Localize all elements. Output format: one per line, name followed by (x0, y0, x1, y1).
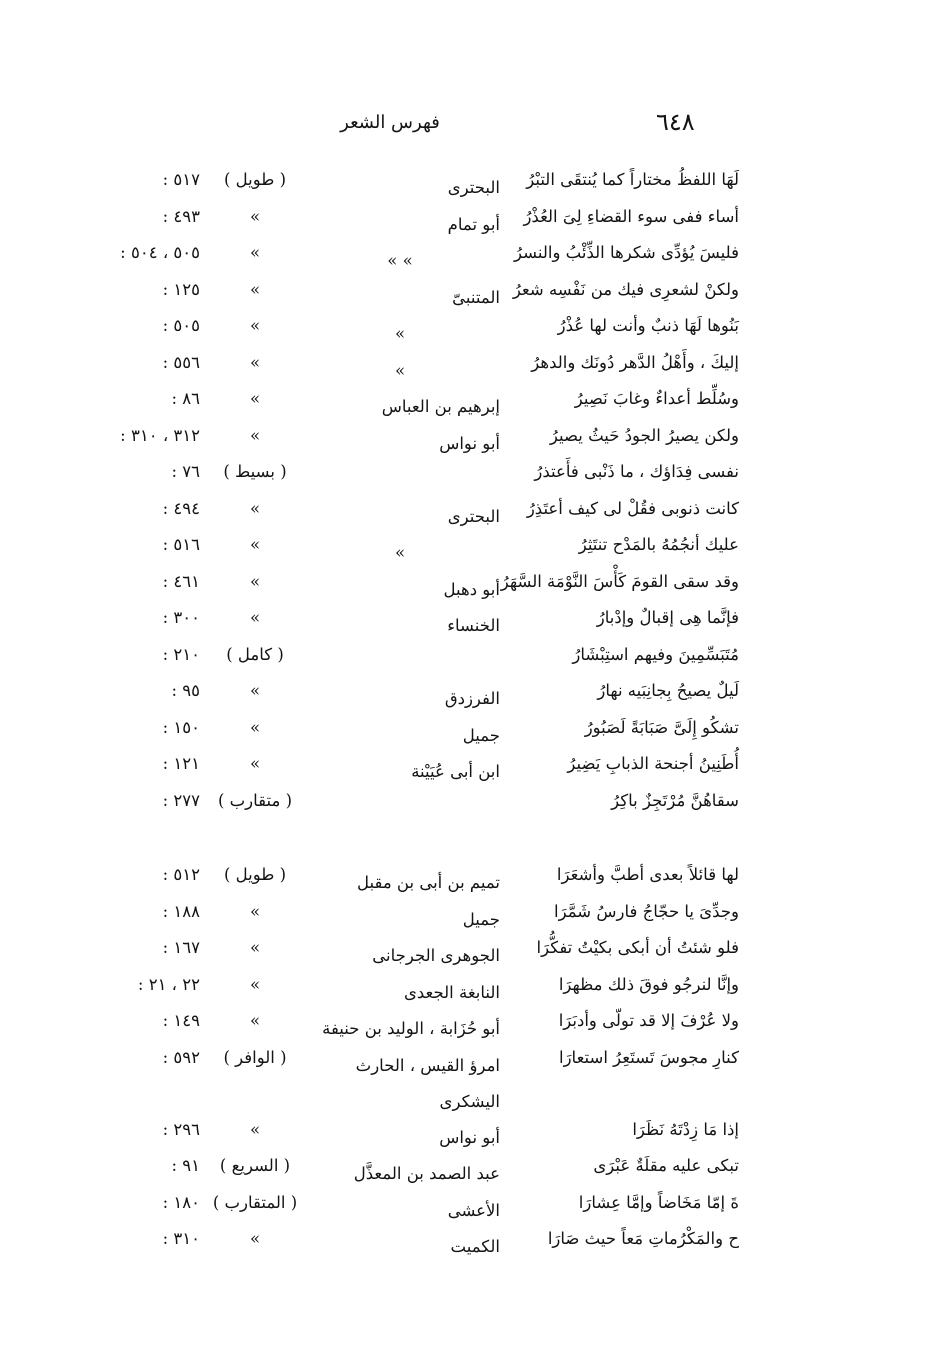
verse-text: ولكنْ لشعرِى فيك من نَفْسِه شعرُ (512, 279, 739, 299)
poet-name: الجوهرى الجرجانى (372, 946, 500, 965)
page-references: ٧٦ : (171, 462, 200, 481)
index-row (0, 971, 929, 1008)
verse-text: ةَ إمّا مَخَاضاً وإمَّا عِشارَا (578, 1192, 739, 1212)
index-row (0, 458, 929, 495)
page-references: ١٨٠ : (162, 1192, 200, 1212)
index-row (0, 1007, 929, 1044)
index-row (0, 312, 929, 349)
meter-name: » (249, 243, 261, 262)
meter-name: » (249, 1229, 261, 1248)
poet-name: أبو حُزَابة ، الوليد بن حنيفة (322, 1019, 500, 1038)
meter-name: ( طويل ) (223, 865, 287, 884)
page-title: فهرس الشعر (340, 112, 440, 133)
meter-name: » (249, 279, 261, 299)
meter-name: ( السريع ) (219, 1156, 291, 1175)
index-row (0, 677, 929, 714)
index-row (0, 1152, 929, 1189)
index-row (0, 239, 929, 276)
verse-text: وجدِّىَ يا حجّاجُ فارسُ شَمَّرَا (554, 901, 739, 921)
index-row (0, 604, 929, 641)
verse-text: وسُلِّط أعداءٌ وغابَ نَصِيرُ (574, 389, 739, 408)
verse-text: ولكن يصيرُ الجودُ حَيثُ يصيرُ (549, 425, 739, 445)
poet-name: » (394, 543, 406, 562)
poetry-index-table (0, 166, 929, 1262)
poet-name: الأعشى (447, 1200, 500, 1220)
meter-name: » (249, 316, 261, 335)
poet-name: ابن أبى عُيَيْنة (411, 762, 500, 781)
verse-text: نفسى فِدَاؤك ، ما ذَنْبى فأَعتذرُ (534, 462, 739, 481)
verse-text: فإنَّما هِى إقبالٌ وإدْبارُ (596, 608, 739, 627)
verse-text: إليكَ ، وأَهْلُ الدَّهر دُونَك والدهرُ (531, 352, 739, 372)
meter-name: » (249, 498, 261, 518)
poet-name: المتنبىّ (452, 287, 500, 307)
verse-text: أُطَنِينُ أجنحة الذبابِ يَضِيرُ (567, 754, 739, 773)
meter-name: » (249, 535, 261, 554)
index-row (0, 1044, 929, 1116)
index-row (0, 1116, 929, 1153)
poet-name: جميل (462, 725, 500, 745)
index-row (0, 495, 929, 532)
page-references: ٥١٧ : (162, 170, 200, 189)
meter-name: » (249, 681, 261, 700)
poet-name: البحترى (447, 178, 500, 197)
page-references: ٥٥٦ : (162, 352, 200, 372)
meter-name: » (249, 717, 261, 737)
verse-text: تبكى عليه مقلَةٌ عَبْرَى (593, 1156, 739, 1175)
page-references: ٥٩٢ : (162, 1047, 200, 1067)
poet-name: جميل (462, 909, 500, 929)
index-row (0, 934, 929, 971)
page-references: ٨٦ : (171, 389, 200, 408)
verse-text: لَيلٌ يصيحُ بِجانِبَيه نهارُ (597, 681, 739, 700)
verse-text: لها قائلاً بعدى أطبَّ وأشعَرَا (556, 865, 739, 884)
poet-name: أبو نواس (439, 1127, 500, 1147)
meter-name: » (249, 425, 261, 445)
page-header (0, 108, 929, 142)
poet-name: أبو دهبل (443, 579, 500, 599)
meter-name: » (249, 608, 261, 627)
index-row (0, 641, 929, 678)
index-row (0, 568, 929, 605)
meter-name: » (249, 901, 261, 921)
verse-text: أساء ففى سوء القضاءِ لِىَ العُذْرُ (523, 206, 739, 226)
index-row (0, 276, 929, 313)
page-references: ٣١٢ ، ٣١٠ : (120, 425, 200, 445)
verse-text: مُتَبَسِّمِينَ وفيهم استِبْشَارُ (572, 644, 739, 664)
page-references: ١٥٠ : (162, 717, 200, 737)
page-references: ٩٥ : (171, 681, 200, 700)
page-references: ٤٩٣ : (162, 206, 200, 226)
meter-name: » (249, 974, 261, 994)
page-references: ٢٧٧ : (162, 790, 200, 810)
index-row (0, 1225, 929, 1262)
verse-text: كنارِ مجوسَ تَستَعِرُ استعارَا (558, 1047, 739, 1067)
page-references: ٢٩٦ : (162, 1119, 200, 1139)
verse-text: إذا مَا زِدْتَهُ نَظَرَا (632, 1119, 739, 1139)
verse-text: فلو شئتُ أن أبكى بكيْتُ تفكُّرَا (536, 938, 739, 957)
index-row (0, 750, 929, 787)
page-references: ٢١٠ : (162, 644, 200, 664)
index-row (0, 861, 929, 898)
meter-name: » (249, 571, 261, 591)
meter-name: » (249, 754, 261, 773)
meter-name: ( متقارب ) (217, 790, 293, 810)
page-references: ٥١٢ : (162, 865, 200, 884)
meter-name: » (249, 206, 261, 226)
page-references: ٩١ : (171, 1156, 200, 1175)
page-references: ٥١٦ : (162, 535, 200, 554)
poet-name: النابغة الجعدى (403, 982, 500, 1002)
verse-text: ولا عُرْفَ إلا قد تولّى وأدبَرَا (558, 1011, 739, 1030)
verse-text: وإنَّا لنرجُو فوقَ ذلك مظهرَا (558, 974, 739, 994)
poet-name: الخنساء (447, 616, 500, 635)
poet-name: » (394, 324, 406, 343)
page-references: ٤٩٤ : (162, 498, 200, 518)
index-row (0, 898, 929, 935)
meter-name: ( المتقارب ) (212, 1192, 298, 1212)
poet-name: البحترى (447, 506, 500, 526)
page-references: ٣١٠ : (162, 1229, 200, 1248)
poet-name: عبد الصمد بن المعذَّل (353, 1164, 500, 1183)
poet-name: الفرزدق (444, 689, 500, 708)
meter-name: » (249, 1119, 261, 1139)
meter-name: » (249, 1011, 261, 1030)
poet-name: إبرهيم بن العباس (381, 397, 500, 416)
poet-name: » (394, 360, 406, 380)
verse-text: فليسَ يُؤدِّى شكرها الذِّئْبُ والنسرُ (514, 243, 739, 262)
poet-name: أبو تمام (447, 214, 500, 234)
verse-text: عليك أنجُمُهُ بالمَدْح تنتَثِرُ (578, 535, 739, 554)
poet-name: تميم بن أبى بن مقبل (357, 873, 500, 892)
page-references: ١٨٨ : (162, 901, 200, 921)
page-references: ٣٠٠ : (162, 608, 200, 627)
meter-name: » (249, 352, 261, 372)
index-row (0, 531, 929, 568)
verse-text: لَهَا اللفظُ مختاراً كما يُنتقَى التبْرُ (526, 170, 739, 189)
page-references: ١٦٧ : (162, 938, 200, 957)
poet-name: أبو نواس (439, 433, 500, 453)
meter-name: ( طويل ) (223, 170, 287, 189)
meter-name: » (249, 389, 261, 408)
verse-text: كانت ذنوبى فقُلْ لى كيف أعتَذِرُ (526, 498, 739, 518)
index-row (0, 385, 929, 422)
meter-name: » (249, 938, 261, 957)
page-number: ٦٤٨ (656, 108, 695, 136)
index-row (0, 166, 929, 203)
index-row (0, 714, 929, 751)
page-references: ١٢١ : (162, 754, 200, 773)
index-row (0, 422, 929, 459)
page-references: ٥٠٥ : (162, 316, 200, 335)
poet-name: امرؤ القيس ، الحارث اليشكرى (355, 1055, 500, 1111)
verse-text: تشكُو إِلَىَّ صَبَابَةً لَصَبُورُ (584, 717, 739, 737)
verse-text: وقد سقى القومَ كَأْسَ النَّوْمَة السَّهَرُ (500, 571, 739, 591)
poet-name: الكميت (450, 1237, 500, 1256)
meter-name: ( بسيط ) (223, 462, 287, 481)
meter-name: ( كامل ) (226, 644, 284, 664)
verse-text: بَنُوها لَهَا ذنبٌ وأنت لها عُذْرُ (557, 316, 739, 335)
page-references: ١٤٩ : (162, 1011, 200, 1030)
page-references: ٤٦١ : (162, 571, 200, 591)
index-row (0, 349, 929, 386)
meter-name: ( الوافر ) (223, 1047, 287, 1067)
index-row (0, 203, 929, 240)
page-references: ٢٢ ، ٢١ : (137, 974, 200, 994)
page-references: ١٢٥ : (162, 279, 200, 299)
index-row (0, 787, 929, 824)
page-references: ٥٠٥ ، ٥٠٤ : (120, 243, 200, 262)
verse-text: سقاهُنَّ مُرْتَجِزٌ باكِرُ (611, 790, 739, 810)
poet-name: » » (387, 251, 413, 270)
verse-text: ح والمَكْرُماتِ مَعاً حيث صَارَا (547, 1229, 739, 1248)
index-row (0, 1189, 929, 1226)
